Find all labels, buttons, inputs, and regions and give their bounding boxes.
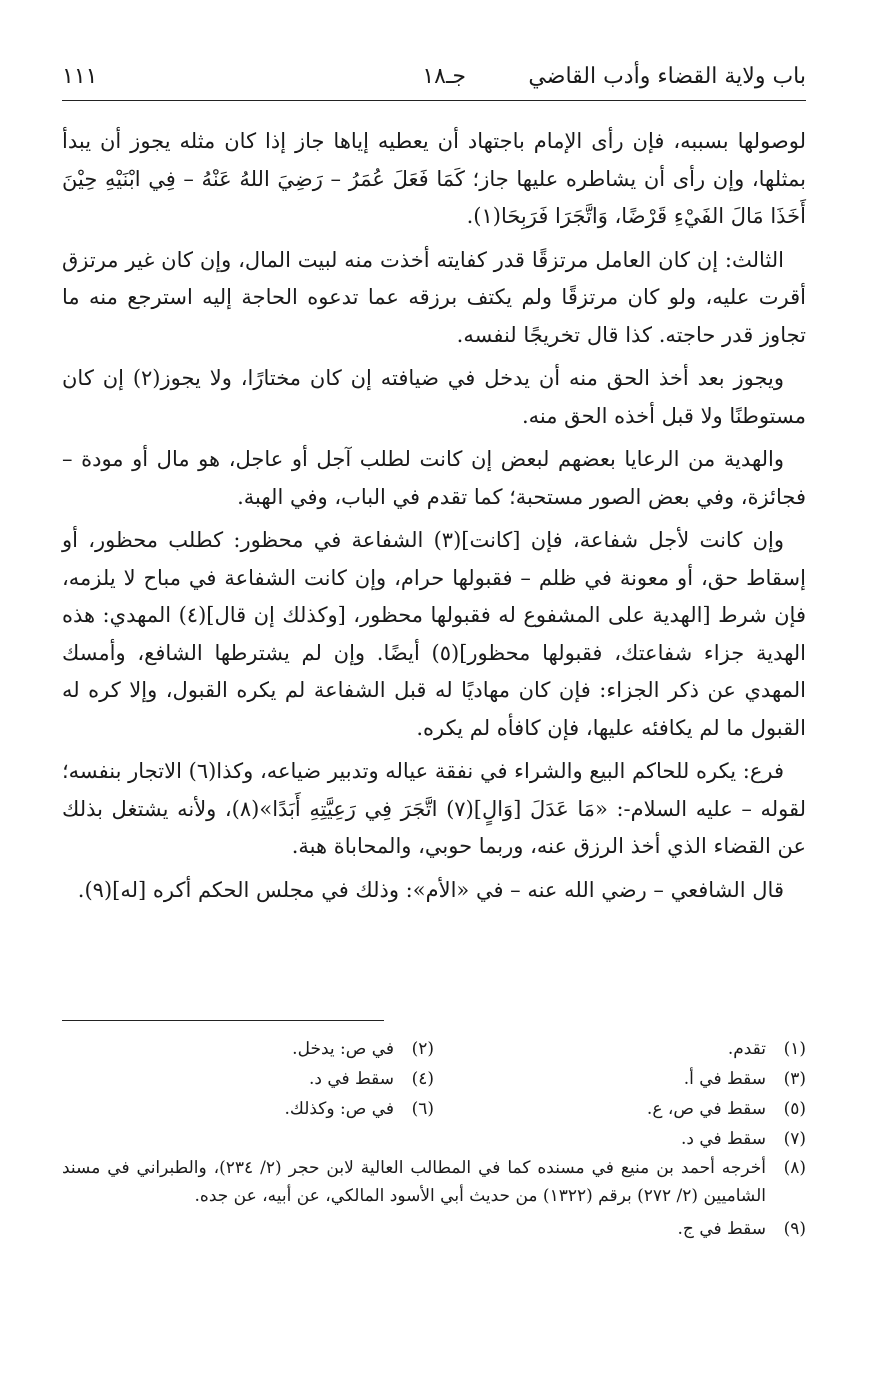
footnote-text: تقدم. (727, 1039, 766, 1059)
footnote-text: سقط في ص، ع. (646, 1099, 766, 1119)
footnote-text: سقط في ج. (677, 1219, 766, 1239)
footnote-row (62, 1034, 806, 1064)
footnote-text: أخرجه أحمد بن منيع في مسنده كما في المطالب العالية لابن حجر (٢/ ٢٣٤)، والطبراني في مسند الشاميين (٢/ ٢٧٢) برقم (١٣٢٢) من حديث أبي الأسود المالكي، عن أبيه، عن جده. (62, 1158, 766, 1206)
footnote-number: (٧) (783, 1129, 806, 1149)
footnote-number: (٥) (783, 1099, 806, 1119)
footnote-text: في ص: وكذلك. (284, 1099, 394, 1119)
footnote-number: (٢) (411, 1039, 434, 1059)
footnote-number: (٨) (783, 1158, 806, 1178)
paragraph: ويجوز بعد أخذ الحق منه أن يدخل في ضيافته إن كان مختارًا، ولا يجوز(٢) إن كان مستوطنًا ولا قبل أخذه الحق منه. (62, 366, 806, 428)
paragraph: قال الشافعي – رضي الله عنه – في «الأم»: وذلك في مجلس الحكم أكره [له](٩). (77, 877, 784, 902)
footnote-text: في ص: يدخل. (292, 1039, 394, 1059)
footnote-long (62, 1154, 806, 1210)
book-page (62, 62, 806, 1239)
footnote-number: (١) (783, 1039, 806, 1059)
paragraph: لوصولها بسببه، فإن رأى الإمام باجتهاد أن يعطيه إياها جاز إذا كان مثله يجوز أن يبدأ بمثلها، وإن رأى أن يشاطره عليها جاز؛ كَمَا فَعَلَ عُمَرُ – رَضِيَ اللهُ عَنْهُ – فِي ابْنَيْهِ حِيْنَ أَخَذَا مَالَ الفَيْءِ قَرْضًا، وَاتَّجَرَا فَرَبِحَا(١). (62, 129, 806, 228)
chapter-title: باب ولاية القضاء وأدب القاضي (528, 64, 806, 89)
paragraph: والهدية من الرعايا بعضهم لبعض إن كانت لطلب آجل أو عاجل، هو مال أو مودة – فجائزة، وفي بعض الصور مستحبة؛ كما تقدم في الباب، وفي الهبة. (62, 447, 806, 509)
footnote-number: (٤) (411, 1069, 434, 1089)
footnote-text: سقط في د. (308, 1069, 394, 1089)
paragraph: الثالث: إن كان العامل مرتزقًا قدر كفايته أخذت منه لبيت المال، وإن كان غير مرتزق أقرت عليه، ولو كان مرتزقًا ولم يكتف برزقه عما تدعوه الحاجة إليه استرجع منه ما تجاوز قدر حاجته. كذا قال تخريجًا لنفسه. (62, 247, 806, 347)
footnote-number: (٣) (783, 1069, 806, 1089)
footnote-number: (٦) (411, 1099, 434, 1119)
running-header (62, 62, 806, 101)
footnote-text: سقط في أ. (683, 1069, 766, 1089)
footnote-divider (62, 1020, 384, 1021)
main-text (62, 123, 806, 909)
footnote-row (62, 1124, 806, 1154)
paragraph: وإن كانت لأجل شفاعة، فإن [كانت](٣) الشفاعة في محظور: كطلب محظور، أو إسقاط حق، أو معونة في ظلم – فقبولها حرام، وإن كانت الشفاعة في مباح لا يلزمه، فإن شرط [الهدية على المشفوع له فقبولها محظور، [وكذلك إن قال](٤) المهدي: هذه الهدية جزاء شفاعتك، فقبولها محظور](٥) أيضًا. وإن لم يشترطها الشافع، وأمسك المهدي عن ذكر الجزاء: فإن كان مهاديًا له قبل الشفاعة لم يكره القبول، وإلا كره له القبول ما لم يكافئه عليها، فإن كافأه لم يكره. (62, 528, 806, 740)
footnote-text: سقط في د. (680, 1129, 766, 1149)
paragraph: فرع: يكره للحاكم البيع والشراء في نفقة عياله وتدبير ضياعه، وكذا(٦) الاتجار بنفسه؛ لقوله – عليه السلام-: «مَا عَدَلَ [وَالٍ](٧) اتَّجَرَ فِي رَعِيَّتِهِ أَبَدًا»(٨)، ولأنه يشتغل بذلك عن القضاء الذي أخذ الرزق عنه، وربما حوبي، والمحاباة هبة. (62, 759, 806, 858)
footnote-row (62, 1094, 806, 1124)
volume-label: جـ١٨ (422, 64, 466, 89)
footnote-row (62, 1214, 806, 1244)
page-number: ١١١ (62, 64, 98, 89)
footnote-number: (٩) (783, 1219, 806, 1239)
footnote-row (62, 1064, 806, 1094)
footnotes (62, 1034, 806, 1244)
